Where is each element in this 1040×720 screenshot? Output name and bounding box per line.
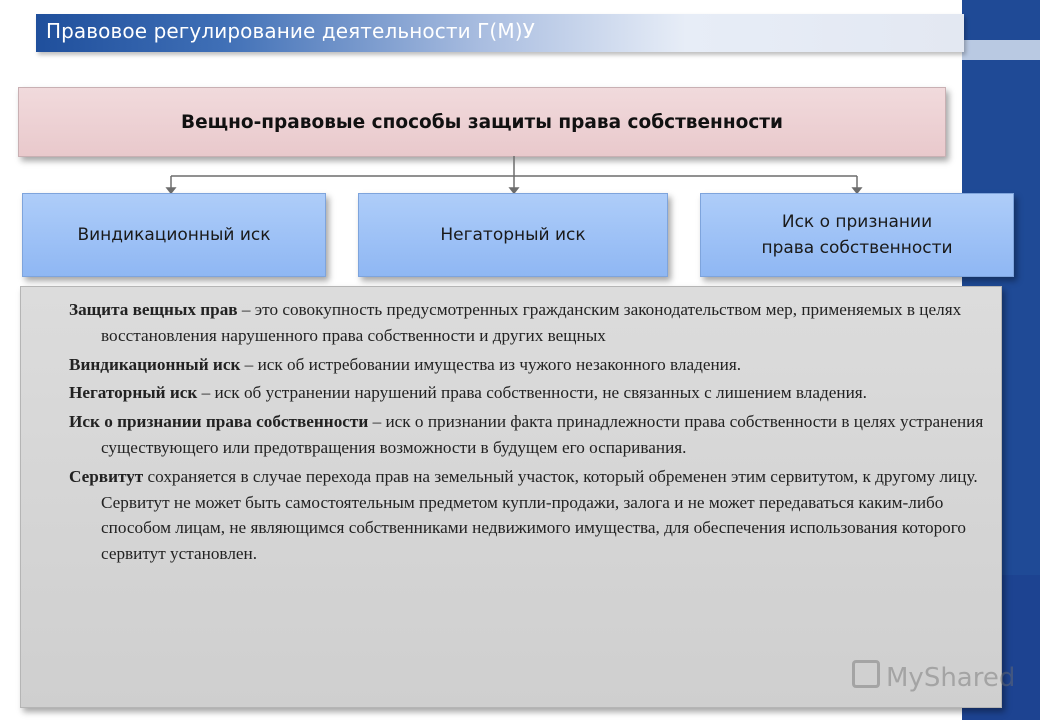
definition-text: сохраняется в случае перехода прав на земельный участок, который обременен этим сервитутом, к другому лицу. Сервитут не может быть самостоятельным предметом купли-продажи, залога и не может передаваться каким-либо способом лицам, не являющимся собственниками недвижимого имущества, для обеспечения использования которого сервитут установлен. xyxy=(101,466,978,564)
definition-item xyxy=(69,464,989,567)
watermark-text: MyShared xyxy=(886,663,1016,693)
negatory-claim-box xyxy=(358,193,668,277)
definition-text: – иск о признании факта принадлежности права собственности в целях устранения существующего или предотвращения возможности в будущем его оспаривания. xyxy=(101,412,984,457)
recognition-claim-line2: права собственности xyxy=(761,238,953,258)
definitions-box xyxy=(20,286,1002,708)
definition-item xyxy=(69,409,989,461)
vindication-claim-box xyxy=(22,193,326,277)
recognition-claim-label xyxy=(761,209,952,261)
definition-term: Сервитут xyxy=(69,466,144,486)
slide-title: Правовое регулирование деятельности Г(М)У xyxy=(46,19,535,43)
vindication-claim-label: Виндикационный иск xyxy=(77,225,271,245)
definition-term: Виндикационный иск xyxy=(69,354,241,374)
definitions-list xyxy=(69,297,989,570)
watermark-logo-icon xyxy=(852,660,880,688)
definition-text: – иск об устранении нарушений права собственности, не связанных с лишением владения. xyxy=(197,383,867,403)
definition-term: Иск о признании права собственности xyxy=(69,412,369,432)
header-text: Вещно-правовые способы защиты права собственности xyxy=(181,111,783,133)
definition-item xyxy=(69,297,989,349)
recognition-claim-line1: Иск о признании xyxy=(781,212,933,232)
definition-text: – иск об истребовании имущества из чужого незаконного владения. xyxy=(240,354,742,374)
definition-item xyxy=(69,380,989,406)
definition-item xyxy=(69,352,989,378)
recognition-claim-box xyxy=(700,193,1014,277)
watermark xyxy=(852,660,1015,693)
definition-text: – это совокупность предусмотренных гражданским законодательством мер, применяемых в целях восстановления нарушенного права собственности и других вещных xyxy=(101,300,962,345)
negatory-claim-label: Негаторный иск xyxy=(440,225,586,245)
definition-term: Негаторный иск xyxy=(69,383,198,403)
definition-term: Защита вещных прав xyxy=(69,300,238,319)
